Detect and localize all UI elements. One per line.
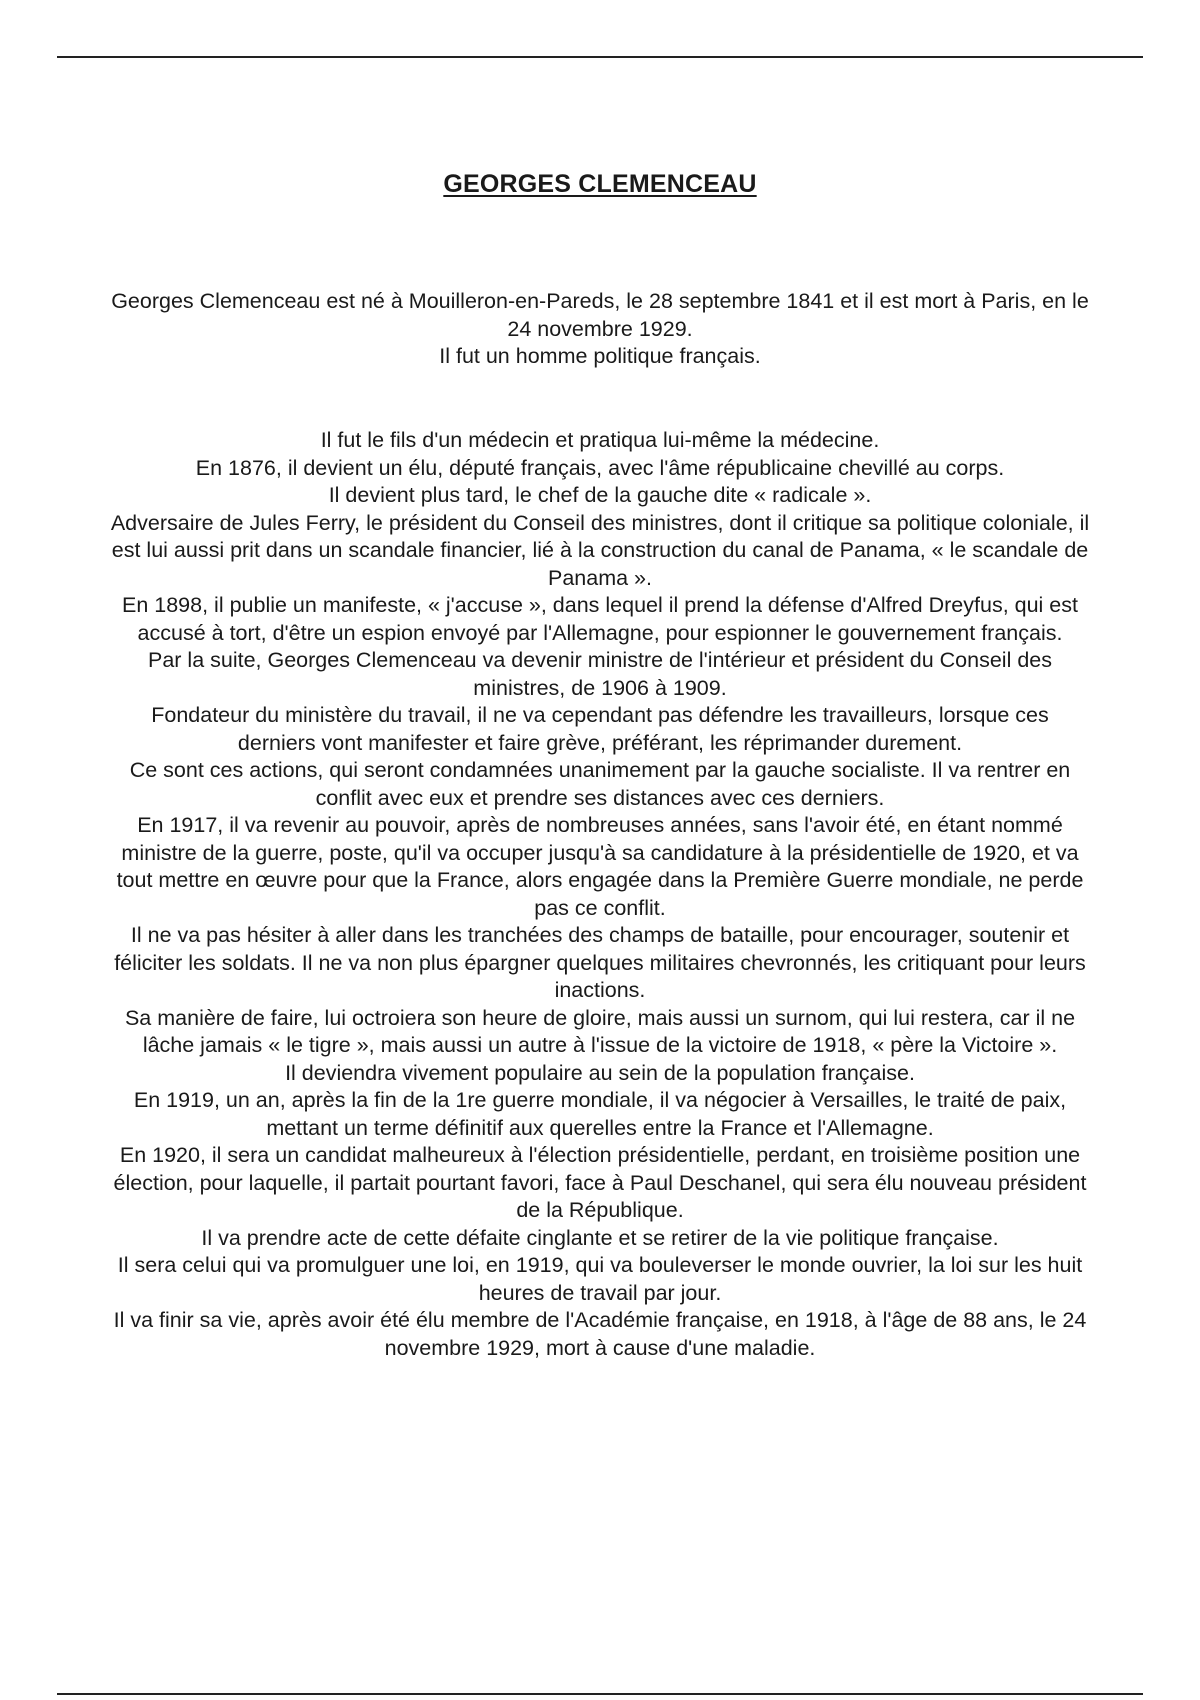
biography-paragraph: En 1920, il sera un candidat malheureux à l'élection présidentielle, perdant, en troisième position une élection, pour laquelle, il partait pourtant favori, face à Paul Deschanel, qui sera élu nouveau président de la République. — [113, 1143, 1087, 1222]
biography-paragraph: Il fut le fils d'un médecin et pratiqua lui-même la médecine. — [320, 428, 880, 452]
biography-paragraph: Il sera celui qui va promulguer une loi, en 1919, qui va bouleverser le monde ouvrier, la loi sur les huit heures de travail par jour. — [117, 1253, 1083, 1305]
biography-paragraph: Il va prendre acte de cette défaite cinglante et se retirer de la vie politique française. — [201, 1225, 999, 1250]
intro-section — [110, 288, 1090, 371]
intro-paragraph: Georges Clemenceau est né à Mouilleron-en-Pareds, le 28 septembre 1841 et il est mort à Paris, en le 24 novembre 1929. — [111, 289, 1089, 341]
biography-section — [110, 427, 1090, 1362]
biography-paragraph: Il ne va pas hésiter à aller dans les tranchées des champs de bataille, pour encourager, soutenir et féliciter les soldats. Il ne va non plus épargner quelques militaires chevronnés, les critiquant pour leurs inactions. — [114, 923, 1086, 1002]
biography-paragraph: Ce sont ces actions, qui seront condamnées unanimement par la gauche socialiste. Il va rentrer en conflit avec eux et prendre ses distances avec ces derniers. — [129, 758, 1071, 810]
page-title: GEORGES CLEMENCEAU — [443, 170, 757, 198]
biography-paragraph: Il devient plus tard, le chef de la gauche dite « radicale ». — [328, 483, 872, 507]
biography-paragraph: En 1919, un an, après la fin de la 1re guerre mondiale, il va négocier à Versailles, le traité de paix, mettant un terme définitif aux querelles entre la France et l'Allemagne. — [133, 1088, 1067, 1140]
bottom-rule — [57, 1693, 1143, 1695]
top-rule — [57, 56, 1143, 58]
intro-paragraph: Il fut un homme politique français. — [439, 344, 761, 368]
biography-paragraph: Adversaire de Jules Ferry, le président du Conseil des ministres, dont il critique sa politique coloniale, il est lui aussi prit dans un scandale financier, lié à la construction du canal de Panama, « le scandale de Panama ». — [110, 510, 1090, 590]
biography-paragraph: En 1876, il devient un élu, député français, avec l'âme républicaine chevillé au corps. — [195, 455, 1005, 480]
biography-paragraph: Il deviendra vivement populaire au sein de la population française. — [285, 1060, 915, 1085]
biography-paragraph: En 1898, il publie un manifeste, « j'accuse », dans lequel il prend la défense d'Alfred Dreyfus, qui est accusé à tort, d'être un espion envoyé par l'Allemagne, pour espionner le gouvernement français. — [122, 593, 1078, 645]
biography-paragraph: Fondateur du ministère du travail, il ne va cependant pas défendre les travailleurs, lorsque ces derniers vont manifester et faire grève, préférant, les réprimander durement. — [151, 703, 1049, 755]
biography-paragraph: Il va finir sa vie, après avoir été élu membre de l'Académie française, en 1918, à l'âge de 88 ans, le 24 novembre 1929, mort à cause d'une maladie. — [113, 1308, 1087, 1360]
biography-paragraph: En 1917, il va revenir au pouvoir, après de nombreuses années, sans l'avoir été, en étant nommé ministre de la guerre, poste, qu'il va occuper jusqu'à sa candidature à la présidentielle de 1920, et va tout mettre en œuvre pour que la France, alors engagée dans la Première Guerre mondiale, ne perde pas ce conflit. — [116, 813, 1084, 920]
biography-paragraph: Sa manière de faire, lui octroiera son heure de gloire, mais aussi un surnom, qui lui restera, car il ne lâche jamais « le tigre », mais aussi un autre à l'issue de la victoire de 1918, « père la Victoire ». — [124, 1005, 1076, 1057]
biography-paragraph: Par la suite, Georges Clemenceau va devenir ministre de l'intérieur et président du Conseil des ministres, de 1906 à 1909. — [148, 648, 1052, 700]
